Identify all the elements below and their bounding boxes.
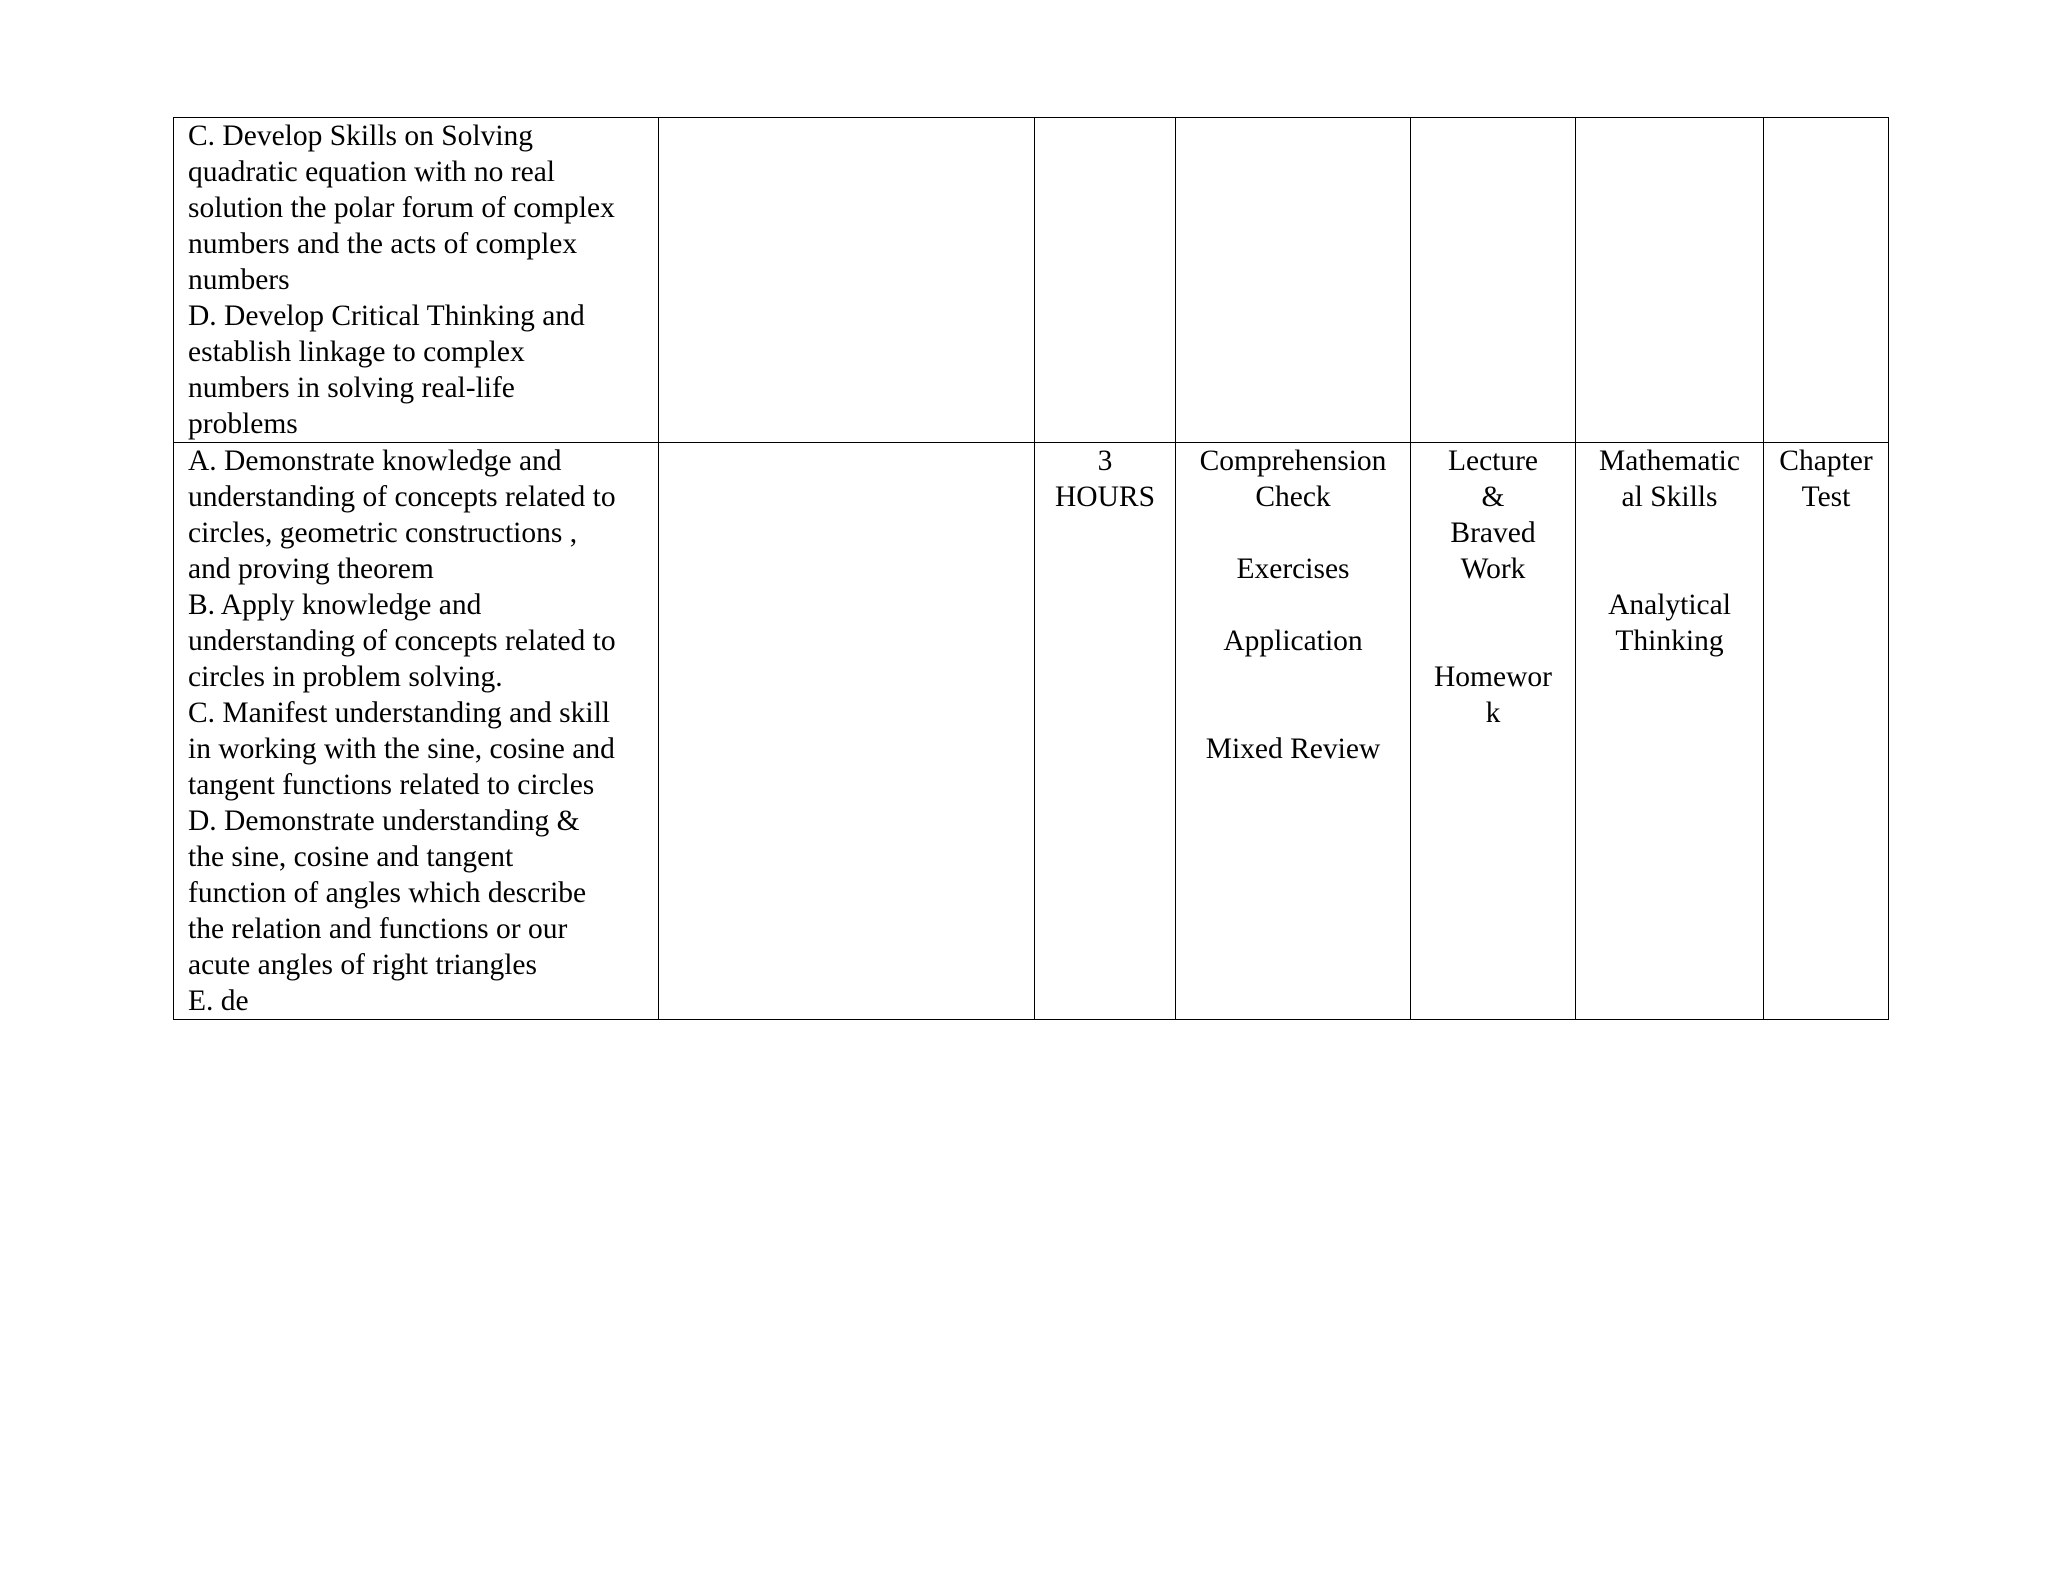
objective-line: C. Manifest understanding and skill — [188, 697, 610, 729]
objective-line: in working with the sine, cosine and — [188, 733, 615, 765]
content-cell — [659, 118, 1035, 443]
activities-cell — [1176, 118, 1411, 443]
strategy-homework: Homewor — [1434, 661, 1552, 693]
objective-line: B. Apply knowledge and — [188, 589, 482, 621]
objective-line: tangent functions related to circles — [188, 769, 595, 801]
strategy-lecture: Braved — [1450, 517, 1536, 549]
syllabus-table — [173, 117, 1889, 1020]
objective-line: A. Demonstrate knowledge and — [188, 445, 562, 477]
activity-mixed-review: Mixed Review — [1205, 733, 1381, 765]
table-row — [174, 118, 1889, 443]
skill-analytical: Thinking — [1615, 625, 1724, 657]
activity-application: Application — [1223, 625, 1363, 657]
objective-line: quadratic equation with no real — [188, 156, 555, 188]
objective-line: and proving theorem — [188, 553, 434, 585]
skills-cell — [1576, 443, 1764, 1020]
activity-comprehension: Check — [1255, 481, 1331, 513]
objective-line: problems — [188, 408, 298, 440]
strategy-lecture: Lecture — [1447, 445, 1539, 477]
strategies-cell — [1411, 118, 1576, 443]
objective-line: the relation and functions or our — [188, 913, 568, 945]
objective-line: C. Develop Skills on Solving — [188, 120, 534, 152]
time-cell — [1035, 443, 1176, 1020]
strategy-homework: k — [1485, 697, 1501, 729]
objective-line: numbers in solving real-life — [188, 372, 515, 404]
objective-line: establish linkage to complex — [188, 336, 525, 368]
skill-math: al Skills — [1621, 481, 1718, 513]
assessment-cell — [1764, 118, 1889, 443]
strategy-lecture: & — [1481, 481, 1505, 513]
assessment-chapter-test: Test — [1801, 481, 1851, 513]
objective-line: circles, geometric constructions , — [188, 517, 578, 549]
strategies-cell — [1411, 443, 1576, 1020]
activity-comprehension: Comprehension — [1199, 445, 1387, 477]
time-unit: HOURS — [1055, 481, 1155, 513]
objective-line: D. Develop Critical Thinking and — [188, 300, 585, 332]
strategy-lecture: Work — [1460, 553, 1526, 585]
objective-line: understanding of concepts related to — [188, 625, 616, 657]
skill-math: Mathematic — [1599, 445, 1740, 477]
objectives-cell — [174, 443, 659, 1020]
activities-cell — [1176, 443, 1411, 1020]
objective-line: solution the polar forum of complex — [188, 192, 615, 224]
objective-line: E. de — [188, 985, 249, 1017]
objective-line: numbers and the acts of complex — [188, 228, 578, 260]
time-value: 3 — [1097, 445, 1113, 477]
objective-line: function of angles which describe — [188, 877, 587, 909]
content-cell — [659, 443, 1035, 1020]
assessment-cell — [1764, 443, 1889, 1020]
objective-line: D. Demonstrate understanding & — [188, 805, 580, 837]
table-row — [174, 443, 1889, 1020]
activity-exercises: Exercises — [1236, 553, 1350, 585]
objective-line: acute angles of right triangles — [188, 949, 537, 981]
skills-cell — [1576, 118, 1764, 443]
objectives-cell — [174, 118, 659, 443]
objective-line: numbers — [188, 264, 290, 296]
skill-analytical: Analytical — [1608, 589, 1731, 621]
time-cell — [1035, 118, 1176, 443]
objective-line: circles in problem solving. — [188, 661, 503, 693]
objective-line: understanding of concepts related to — [188, 481, 616, 513]
objective-line: the sine, cosine and tangent — [188, 841, 514, 873]
assessment-chapter-test: Chapter — [1779, 445, 1873, 477]
